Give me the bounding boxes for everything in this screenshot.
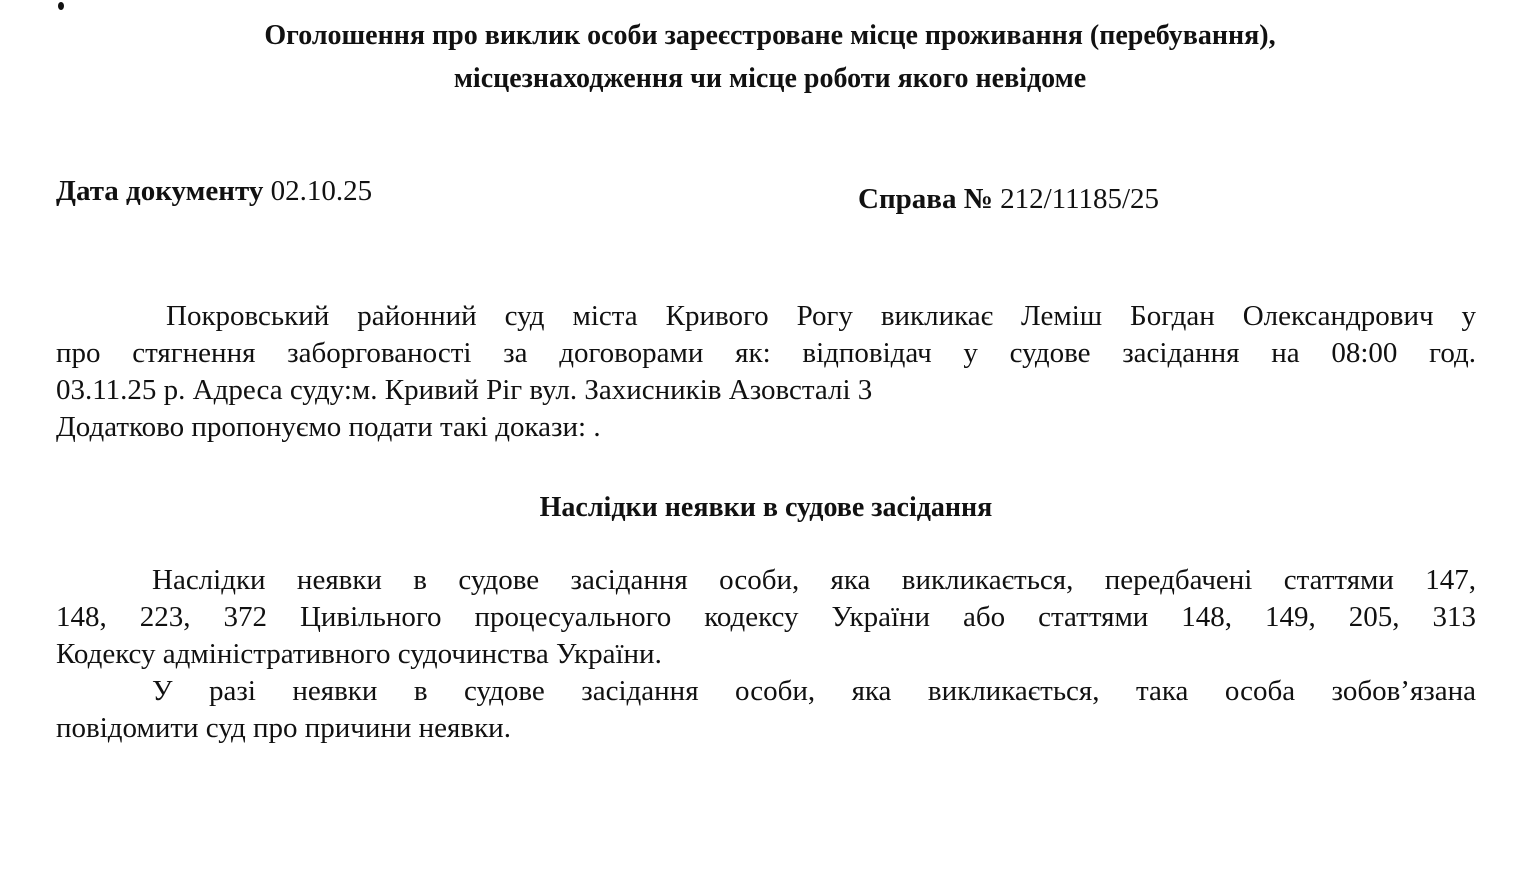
case-label: Справа № — [858, 183, 993, 215]
scan-mark — [58, 2, 64, 10]
summons-paragraph — [56, 298, 1476, 446]
summons-line-2: про стягнення заборгованості за договорами як: відповідач у судове засідання на 08:00 год. — [56, 337, 1476, 369]
consequences-line-5: повідомити суд про причини неявки. — [56, 712, 511, 744]
case-value: 212/11185/25 — [1000, 183, 1160, 215]
consequences-line-3: Кодексу адміністративного судочинства України. — [56, 638, 662, 670]
consequences-line-1: Наслідки неявки в судове засідання особи, яка викликається, передбачені статтями 147, — [152, 564, 1476, 596]
date-value: 02.10.25 — [270, 175, 373, 207]
consequences-paragraph — [56, 562, 1476, 747]
consequences-line-4: У разі неявки в судове засідання особи, яка викликається, така особа зобов’язана — [152, 675, 1476, 707]
document-title — [0, 14, 1514, 100]
document-date — [56, 173, 372, 209]
consequences-line-2: 148, 223, 372 Цивільного процесуального кодексу України або статтями 148, 149, 205, 313 — [56, 601, 1476, 633]
date-label: Дата документу — [56, 175, 264, 207]
consequences-heading: Наслідки неявки в судове засідання — [539, 492, 993, 523]
title-line-2: місцезнаходження чи місце роботи якого невідоме — [453, 63, 1087, 94]
title-line-1: Оголошення про виклик особи зареєстроване місце проживання (перебування), — [264, 20, 1276, 51]
summons-line-4: Додатково пропонуємо подати такі докази: . — [56, 411, 601, 443]
summons-line-3: 03.11.25 р. Адреса суду:м. Кривий Ріг вул. Захисників Азовсталі 3 — [56, 374, 873, 406]
case-number — [858, 181, 1159, 217]
summons-line-1: Покровський районний суд міста Кривого Рогу викликає Леміш Богдан Олександрович у — [166, 300, 1476, 332]
